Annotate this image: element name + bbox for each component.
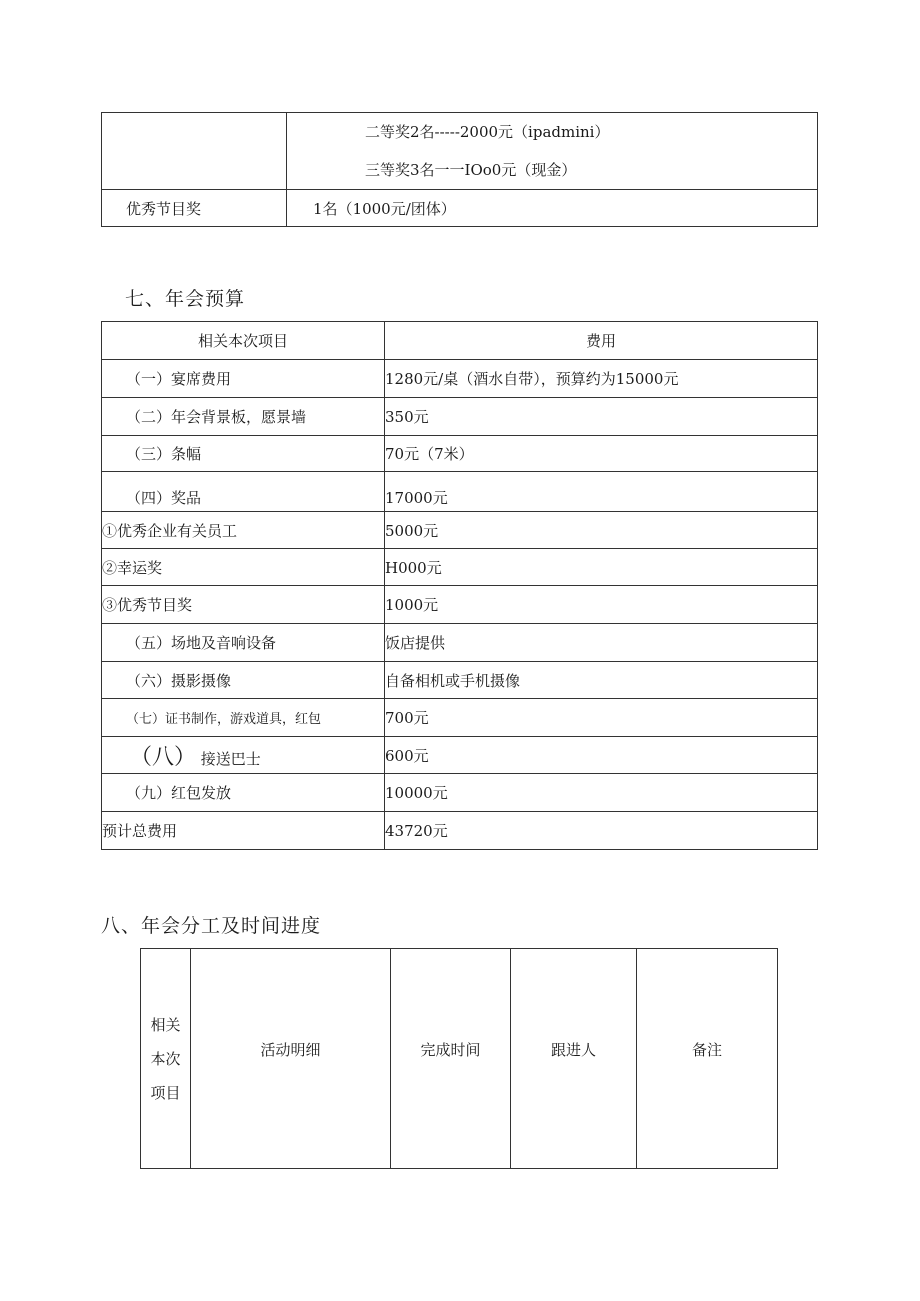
budget-item: （三）条幅 bbox=[102, 436, 385, 472]
budget-item: （一）宴席费用 bbox=[102, 360, 385, 398]
program-award-label: 优秀节目奖 bbox=[102, 190, 287, 227]
budget-item-prefix: （八） bbox=[130, 744, 197, 770]
table-row bbox=[102, 398, 818, 436]
budget-item: （五）场地及音响设备 bbox=[102, 624, 385, 662]
table-row bbox=[102, 360, 818, 398]
prize-table-empty-cell bbox=[102, 113, 287, 190]
table-row bbox=[102, 549, 818, 586]
table-row bbox=[102, 812, 818, 850]
schedule-col-activity: 活动明细 bbox=[191, 949, 391, 1169]
budget-cost: 自备相机或手机摄像 bbox=[385, 662, 818, 699]
schedule-col-note: 备注 bbox=[637, 949, 778, 1169]
budget-cost: 1280元/桌（酒水自带），预算约为15000元 bbox=[385, 360, 818, 398]
budget-col-cost-header: 费用 bbox=[385, 322, 818, 360]
schedule-col-owner: 跟进人 bbox=[511, 949, 637, 1169]
budget-cost: 饭店提供 bbox=[385, 624, 818, 662]
budget-cost: H000元 bbox=[385, 549, 818, 586]
table-row bbox=[102, 699, 818, 737]
budget-item: （六）摄影摄像 bbox=[102, 662, 385, 699]
table-row bbox=[102, 472, 818, 512]
budget-total-cost: 43720元 bbox=[385, 812, 818, 850]
schedule-table bbox=[140, 948, 778, 1169]
budget-table bbox=[101, 321, 818, 850]
table-row bbox=[102, 737, 818, 774]
table-row bbox=[102, 436, 818, 472]
budget-item: ③优秀节目奖 bbox=[102, 586, 385, 624]
budget-cost: 70元（7米） bbox=[385, 436, 818, 472]
third-prize-text: 三等奖3名一一IOo0元（现金） bbox=[365, 161, 577, 179]
budget-heading: 七、年会预算 bbox=[125, 288, 246, 310]
program-award-value: 1名（1000元/团体） bbox=[287, 190, 818, 227]
schedule-col-project-line: 项目 bbox=[150, 1083, 181, 1102]
budget-cost: 1000元 bbox=[385, 586, 818, 624]
budget-item: （四）奖品 bbox=[102, 472, 385, 512]
budget-item: （七）证书制作，游戏道具，红包 bbox=[102, 699, 385, 737]
budget-cost: 10000元 bbox=[385, 774, 818, 812]
budget-item: ①优秀企业有关员工 bbox=[102, 512, 385, 549]
table-row bbox=[102, 662, 818, 699]
budget-cost: 700元 bbox=[385, 699, 818, 737]
budget-item: （二）年会背景板，愿景墙 bbox=[102, 398, 385, 436]
table-row bbox=[102, 586, 818, 624]
schedule-col-project-line: 本次 bbox=[150, 1049, 181, 1068]
table-row bbox=[102, 774, 818, 812]
prize-table bbox=[101, 112, 818, 227]
table-row bbox=[102, 512, 818, 549]
budget-cost: 17000元 bbox=[385, 472, 818, 512]
budget-item-text: 接送巴士 bbox=[200, 749, 261, 768]
budget-cost: 350元 bbox=[385, 398, 818, 436]
budget-item: （九）红包发放 bbox=[102, 774, 385, 812]
prize-list-cell bbox=[287, 113, 818, 190]
budget-cost: 5000元 bbox=[385, 512, 818, 549]
budget-item bbox=[102, 737, 385, 774]
budget-col-item-header: 相关本次项目 bbox=[102, 322, 385, 360]
budget-item: ②幸运奖 bbox=[102, 549, 385, 586]
second-prize-text: 二等奖2名-----2000元（ipadmini） bbox=[365, 123, 610, 141]
budget-total-label: 预计总费用 bbox=[102, 812, 385, 850]
schedule-col-project bbox=[141, 949, 191, 1169]
schedule-heading: 八、年会分工及时间进度 bbox=[101, 915, 322, 937]
schedule-col-project-line: 相关 bbox=[150, 1015, 181, 1034]
schedule-col-time: 完成时间 bbox=[391, 949, 511, 1169]
budget-cost: 600元 bbox=[385, 737, 818, 774]
table-row bbox=[102, 624, 818, 662]
